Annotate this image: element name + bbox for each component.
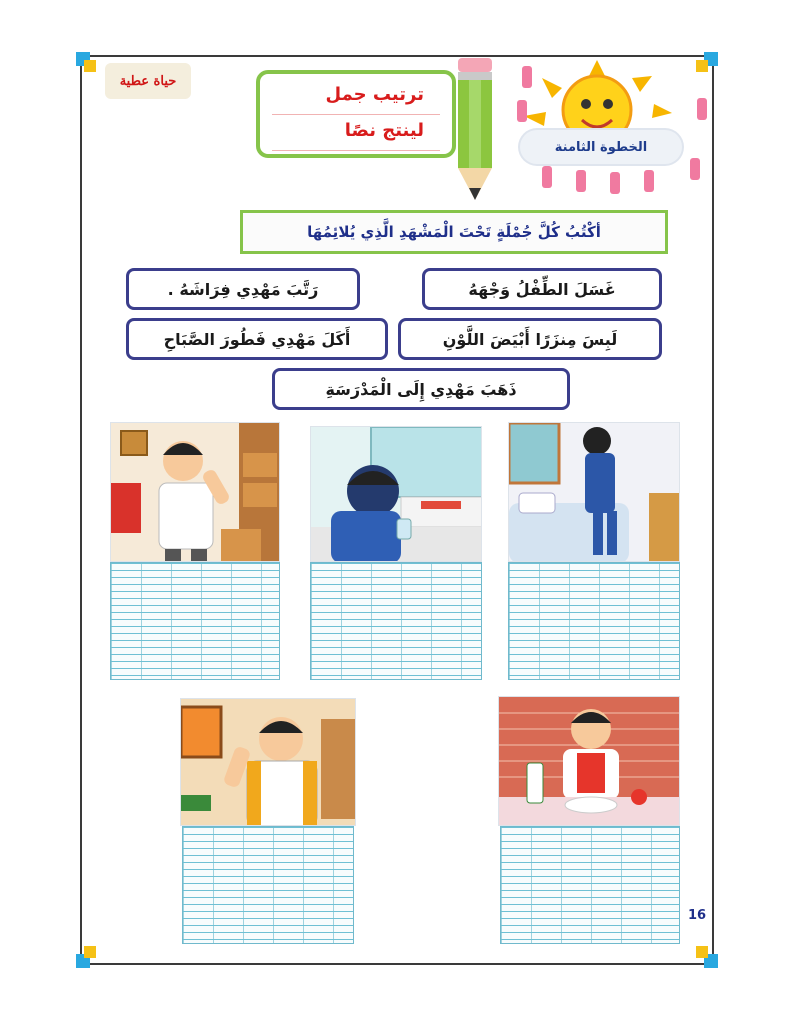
writing-lines[interactable] xyxy=(508,562,680,680)
corner-decoration-top-left xyxy=(76,52,98,74)
instruction-banner: أكْتُبُ كُلَّ جُمْلَةٍ تَحْتَ الْمَشْهَدِ الَّذِي يُلائِمُهَا xyxy=(240,210,668,254)
writing-lines[interactable] xyxy=(110,562,280,680)
lesson-title-box xyxy=(256,70,456,158)
sentence-card[interactable]: لَبِسَ مِنزَرًا أَبْيَضَ اللَّوْنِ xyxy=(398,318,662,360)
sentence-card[interactable]: أَكَلَ مَهْدِي فَطُورَ الصَّبَاحِ xyxy=(126,318,388,360)
step-label: الخطوة الثامنة xyxy=(520,130,682,164)
sentence-card[interactable]: ذَهَبَ مَهْدِي إِلَى الْمَدْرَسَةِ xyxy=(272,368,570,410)
writing-lines[interactable] xyxy=(310,562,482,680)
scene-making-bed-illustration xyxy=(508,422,680,562)
scene-school-illustration xyxy=(180,698,356,826)
pencil-icon xyxy=(452,58,498,208)
page-number: 16 xyxy=(688,908,707,923)
lesson-title-line2: لينتج نصًا xyxy=(344,120,424,141)
corner-decoration-bottom-left xyxy=(76,946,98,968)
writing-lines[interactable] xyxy=(182,826,354,944)
sentence-card[interactable]: غَسَلَ الطِّفْلُ وَجْهَهُ xyxy=(422,268,662,310)
corner-decoration-bottom-right xyxy=(696,946,718,968)
writing-lines[interactable] xyxy=(500,826,680,944)
sentence-card[interactable]: رَتَّبَ مَهْدِي فِرَاشَهُ . xyxy=(126,268,360,310)
scene-breakfast-illustration xyxy=(498,696,680,826)
scene-washing-illustration xyxy=(310,426,482,562)
brand-logo: حياة عطية xyxy=(105,63,191,99)
scene-dressing-illustration xyxy=(110,422,280,562)
lesson-title-line1: ترتيب جمل xyxy=(325,84,424,105)
